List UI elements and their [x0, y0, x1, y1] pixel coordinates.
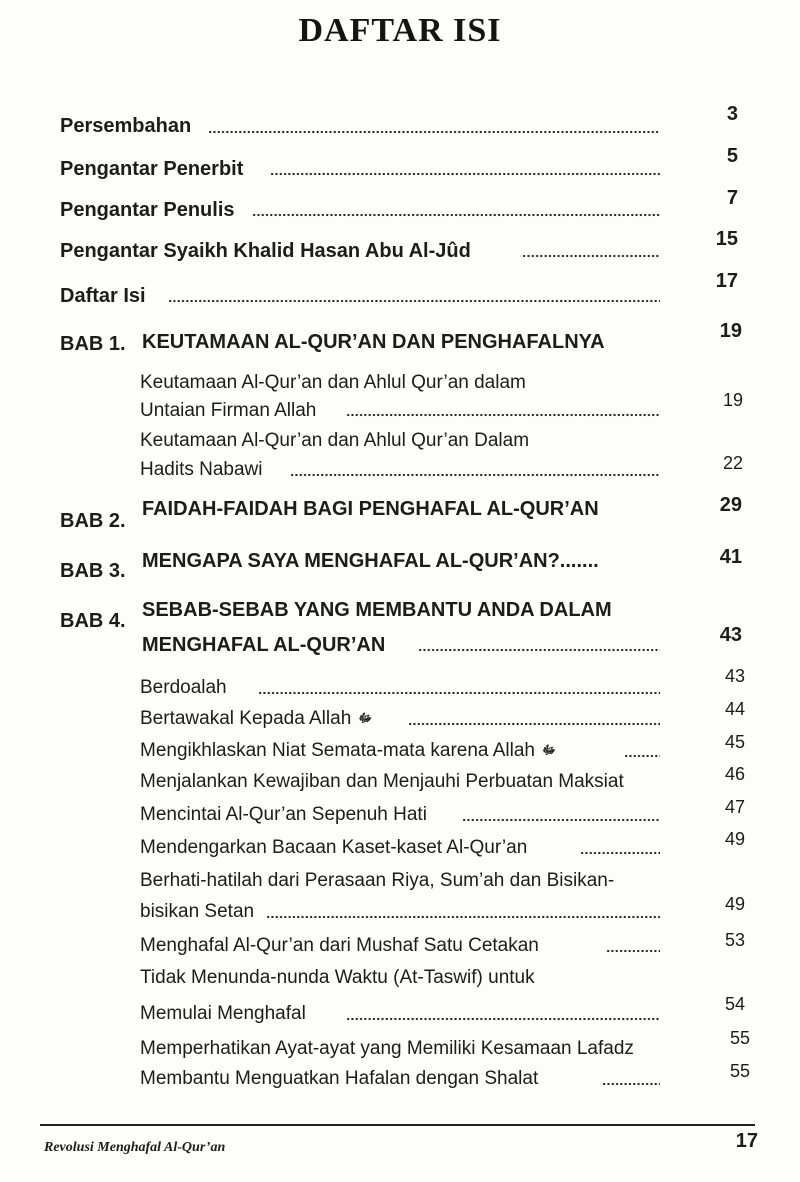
- chapter-page-number: 41: [719, 546, 742, 568]
- leader-dots: [522, 254, 660, 258]
- leader-dots: [208, 130, 660, 134]
- footer-page-number: 17: [735, 1130, 758, 1152]
- toc-entry-label: Pengantar Syaikh Khalid Hasan Abu Al-Jûd: [60, 240, 471, 262]
- chapter-page-number: 43: [719, 624, 742, 646]
- toc-page-number: 22: [722, 453, 743, 473]
- toc-entry-label: Pengantar Penulis: [60, 199, 235, 221]
- leader-dots: [258, 691, 660, 695]
- chapter-page-number: 19: [719, 320, 742, 342]
- toc-page-number: 3: [726, 103, 738, 125]
- toc-page-number: 5: [726, 145, 738, 167]
- chapter-title: MENGAPA SAYA MENGHAFAL AL-QUR’AN?.......: [142, 550, 599, 572]
- toc-subentry: Memperhatikan Ayat-ayat yang Memiliki Kesamaan Lafadz: [140, 1038, 634, 1059]
- toc-page-number: 49: [724, 829, 745, 849]
- toc-page-number: 47: [724, 797, 745, 817]
- toc-subentry-line2: Hadits Nabawi: [140, 459, 263, 480]
- toc-subentry: Menjalankan Kewajiban dan Menjauhi Perbuatan Maksiat: [140, 771, 624, 792]
- toc-subentry-line2: bisikan Setan: [140, 901, 255, 922]
- toc-entry-label: Daftar Isi: [60, 285, 146, 307]
- toc-subentry-label: Bertawakal Kepada Allah: [140, 708, 352, 729]
- toc-subentry: Mendengarkan Bacaan Kaset-kaset Al-Qur’an: [140, 837, 528, 858]
- leader-dots: [602, 1082, 660, 1086]
- leader-dots: [346, 413, 660, 417]
- leader-dots: [252, 213, 660, 217]
- toc-page-number: 45: [724, 732, 745, 752]
- toc-subentry-line1: Keutamaan Al-Qur’an dan Ahlul Qur’an dalam: [140, 372, 526, 393]
- allah-ligature-icon: ﷻ: [542, 743, 556, 757]
- toc-page-number: 43: [724, 666, 745, 686]
- chapter-title-line2: MENGHAFAL AL-QUR’AN: [142, 634, 386, 656]
- toc-subentry: [140, 708, 374, 730]
- toc-subentry-line1: Keutamaan Al-Qur’an dan Ahlul Qur’an Dalam: [140, 430, 530, 451]
- leader-dots: [270, 172, 660, 176]
- leader-dots: [266, 915, 660, 919]
- chapter-page-number: 29: [719, 494, 742, 516]
- leader-dots: [624, 754, 660, 758]
- toc-subentry: [140, 740, 558, 762]
- toc-subentry: Membantu Menguatkan Hafalan dengan Shalat: [140, 1068, 539, 1089]
- chapter-number: BAB 3.: [60, 560, 126, 582]
- leader-dots: [168, 299, 660, 303]
- toc-page-number: 19: [722, 390, 743, 410]
- toc-page-number: 7: [726, 187, 738, 209]
- footer-book-title: Revolusi Menghafal Al-Qur’an: [44, 1140, 226, 1155]
- toc-entry-label: Pengantar Penerbit: [60, 158, 244, 180]
- leader-dots: [580, 851, 660, 855]
- chapter-title-line1: SEBAB-SEBAB YANG MEMBANTU ANDA DALAM: [142, 599, 612, 621]
- toc-page-number: 49: [724, 894, 745, 914]
- chapter-number: BAB 1.: [60, 333, 126, 355]
- toc-subentry-line2: Untaian Firman Allah: [140, 400, 317, 421]
- toc-page-number: 55: [729, 1061, 750, 1081]
- leader-dots: [606, 949, 660, 953]
- chapter-title: KEUTAMAAN AL-QUR’AN DAN PENGHAFALNYA: [142, 331, 605, 353]
- toc-page-number: 44: [724, 699, 745, 719]
- leader-dots: [418, 648, 660, 652]
- toc-subentry: Berdoalah: [140, 677, 227, 698]
- leader-dots: [346, 1017, 660, 1021]
- leader-dots: [408, 722, 660, 726]
- leader-dots: [462, 818, 660, 822]
- toc-page-number: 17: [715, 270, 738, 292]
- toc-subentry: Mencintai Al-Qur’an Sepenuh Hati: [140, 804, 427, 825]
- chapter-title: FAIDAH-FAIDAH BAGI PENGHAFAL AL-QUR’AN: [142, 498, 599, 520]
- toc-page-number: 54: [724, 994, 745, 1014]
- toc-page-number: 46: [724, 764, 745, 784]
- toc-page-number: 55: [729, 1028, 750, 1048]
- toc-page-number: 53: [724, 930, 745, 950]
- chapter-number: BAB 4.: [60, 610, 126, 632]
- allah-ligature-icon: ﷻ: [358, 711, 373, 725]
- toc-subentry: Menghafal Al-Qur’an dari Mushaf Satu Cetakan: [140, 935, 539, 956]
- toc-entry-label: Persembahan: [60, 115, 192, 137]
- toc-subentry-label: Mengikhlaskan Niat Semata-mata karena Allah: [140, 740, 535, 761]
- chapter-number: BAB 2.: [60, 510, 126, 532]
- footer-rule: [40, 1124, 755, 1126]
- page-title: DAFTAR ISI: [298, 12, 502, 49]
- toc-page-number: 15: [715, 228, 738, 250]
- toc-subentry-line1: Tidak Menunda-nunda Waktu (At-Taswif) untuk: [140, 967, 535, 988]
- toc-subentry-line2: Memulai Menghafal: [140, 1003, 306, 1024]
- toc-subentry-line1: Berhati-hatilah dari Perasaan Riya, Sum’ah dan Bisikan-: [140, 870, 615, 891]
- leader-dots: [290, 473, 660, 477]
